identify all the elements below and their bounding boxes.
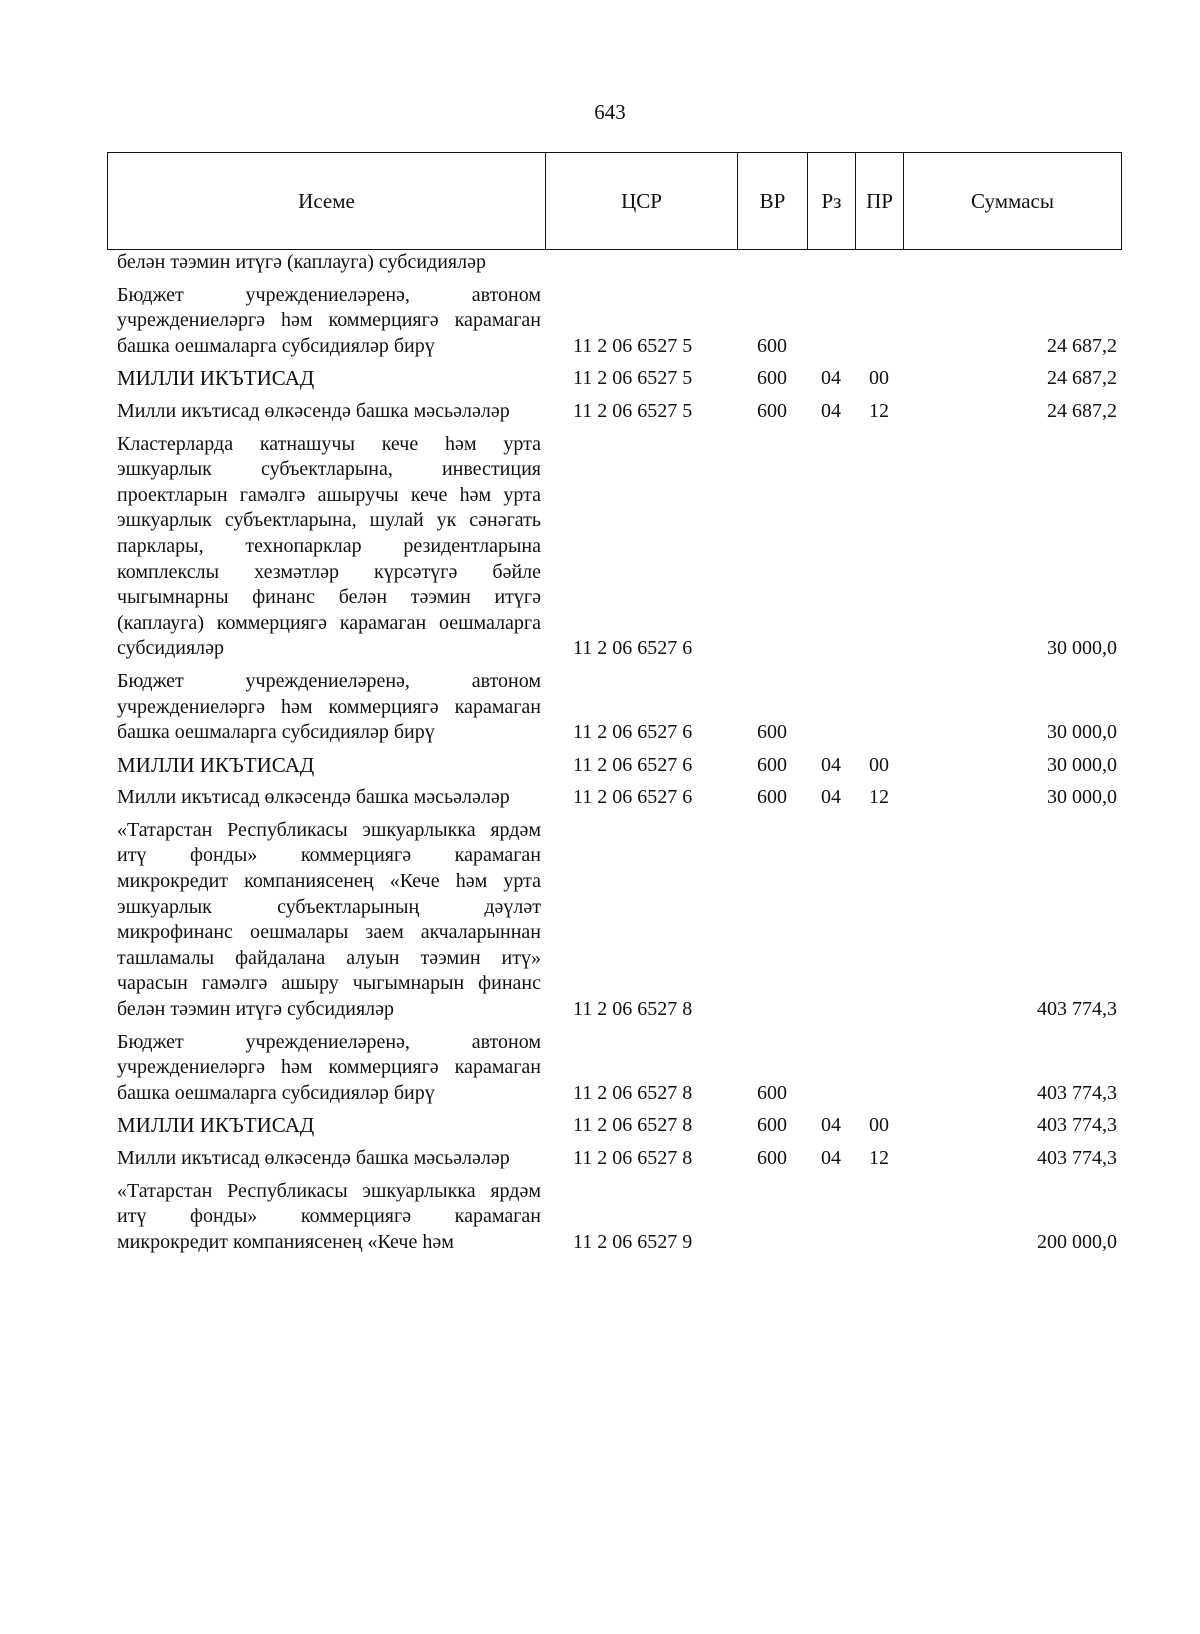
row-vr: 600: [757, 753, 787, 776]
row-vr: 600: [757, 1114, 787, 1137]
row-csr: 11 2 06 6527 8: [573, 1114, 693, 1137]
table-row: [107, 785, 1121, 811]
row-pr: 00: [869, 753, 889, 776]
row-vr: 600: [757, 1147, 787, 1169]
row-csr: 11 2 06 6527 9: [573, 1230, 693, 1253]
table-body: [107, 250, 1121, 1262]
row-sum: 403 774,3: [1037, 1114, 1117, 1137]
row-sum: 403 774,3: [1037, 998, 1117, 1021]
row-sum: 30 000,0: [1047, 637, 1117, 660]
row-pr: 00: [869, 1114, 889, 1137]
row-pr: 00: [869, 367, 889, 390]
row-sum: 30 000,0: [1047, 786, 1117, 809]
row-name: МИЛЛИ ИКЪТИСАД: [117, 752, 315, 777]
column-header-csr: ЦСР: [546, 153, 738, 250]
row-vr: 600: [757, 399, 787, 422]
row-vr: 600: [757, 334, 787, 357]
column-header-vr: ВР: [738, 153, 808, 250]
row-name: Милли икътисад өлкәсендә башка мәсьәләләр: [117, 1147, 510, 1169]
row-csr: 11 2 06 6527 5: [573, 367, 693, 390]
table-row: [107, 399, 1121, 425]
table-row: [107, 432, 1121, 662]
row-name: Кластерларда катнашучы кече һәм урта эшкуарлык субъектларына, инвестиция проектларын гамәлгә ашыручы кече һәм урта эшкуарлык субъектларына, шулай ук сәнәгать парклары, технопарклар резидентларына комплекслы хезмәтләр күрсәтүгә бәйле чыгымнарны финанс белән тәэмин итүгә (каплауга) коммерциягә карамаган оешмаларга субсидияләр: [117, 432, 541, 660]
row-csr: 11 2 06 6527 6: [573, 786, 693, 809]
row-sum: 24 687,2: [1047, 367, 1117, 390]
row-vr: 600: [757, 367, 787, 390]
row-csr: 11 2 06 6527 5: [573, 399, 693, 422]
row-sum: 403 774,3: [1037, 1081, 1117, 1104]
row-sum: 30 000,0: [1047, 721, 1117, 744]
table-row: [107, 1113, 1121, 1139]
row-vr: 600: [757, 721, 787, 744]
row-sum: 403 774,3: [1037, 1147, 1117, 1169]
row-rz: 04: [821, 367, 841, 390]
table-row: [107, 1146, 1121, 1172]
row-name: «Татарстан Республикасы эшкуарлыкка ярдәм итү фонды» коммерциягә карамаган микрокредит компаниясенең «Кече һәм: [117, 1179, 541, 1253]
row-name: белән тәэмин итүгә (каплауга) субсидияләр: [117, 251, 486, 273]
column-header-rz: Рз: [808, 153, 856, 250]
row-pr: 12: [869, 786, 889, 809]
table-row: [107, 669, 1121, 746]
row-csr: 11 2 06 6527 8: [573, 1081, 693, 1104]
row-name: «Татарстан Республикасы эшкуарлыкка ярдәм итү фонды» коммерциягә карамаган микрокредит компаниясенең «Кече һәм урта эшкуарлык субъектларының дәүләт микрофинанс оешмалары заем акчаларыннан ташламалы файдалана алуын тәэмин итү» чарасын гамәлгә ашыру чыгымнарын финанс белән тәэмин итүгә субсидияләр: [117, 818, 541, 1021]
row-name: МИЛЛИ ИКЪТИСАД: [117, 366, 315, 391]
row-rz: 04: [821, 1114, 841, 1137]
row-csr: 11 2 06 6527 8: [573, 1147, 693, 1169]
column-header-name: Исеме: [108, 153, 546, 250]
row-rz: 04: [821, 399, 841, 422]
row-vr: 600: [757, 786, 787, 809]
table-row: [107, 366, 1121, 392]
row-csr: 11 2 06 6527 6: [573, 721, 693, 744]
table-row: [107, 1030, 1121, 1107]
table-row: [107, 283, 1121, 360]
row-sum: 24 687,2: [1047, 334, 1117, 357]
row-csr: 11 2 06 6527 6: [573, 753, 693, 776]
row-name: Милли икътисад өлкәсендә башка мәсьәләләр: [117, 786, 510, 809]
table-row: [107, 818, 1121, 1023]
row-csr: 11 2 06 6527 6: [573, 637, 693, 660]
row-vr: 600: [757, 1081, 787, 1104]
row-sum: 24 687,2: [1047, 399, 1117, 422]
row-pr: 12: [869, 399, 889, 422]
row-name: Бюджет учреждениеләренә, автоном учреждениеләргә һәм коммерциягә карамаган башка оешмаларга субсидияләр бирү: [117, 1030, 541, 1104]
row-rz: 04: [821, 753, 841, 776]
table-row: [107, 250, 1121, 276]
row-csr: 11 2 06 6527 5: [573, 334, 693, 357]
page-number: 643: [594, 100, 626, 124]
row-name: Милли икътисад өлкәсендә башка мәсьәләләр: [117, 399, 510, 422]
table-header: [107, 152, 1122, 250]
row-rz: 04: [821, 1147, 841, 1169]
row-csr: 11 2 06 6527 8: [573, 998, 693, 1021]
table-row: [107, 1179, 1121, 1256]
table-row: [107, 753, 1121, 779]
column-header-pr: ПР: [856, 153, 904, 250]
row-sum: 200 000,0: [1037, 1230, 1117, 1253]
row-name: Бюджет учреждениеләренә, автоном учреждениеләргә һәм коммерциягә карамаган башка оешмаларга субсидияләр бирү: [117, 283, 541, 357]
row-name: МИЛЛИ ИКЪТИСАД: [117, 1113, 315, 1138]
row-name: Бюджет учреждениеләренә, автоном учреждениеләргә һәм коммерциягә карамаган башка оешмаларга субсидияләр бирү: [117, 669, 541, 744]
row-sum: 30 000,0: [1047, 753, 1117, 776]
column-header-sum: Суммасы: [904, 153, 1122, 250]
row-rz: 04: [821, 786, 841, 809]
row-pr: 12: [869, 1147, 889, 1169]
